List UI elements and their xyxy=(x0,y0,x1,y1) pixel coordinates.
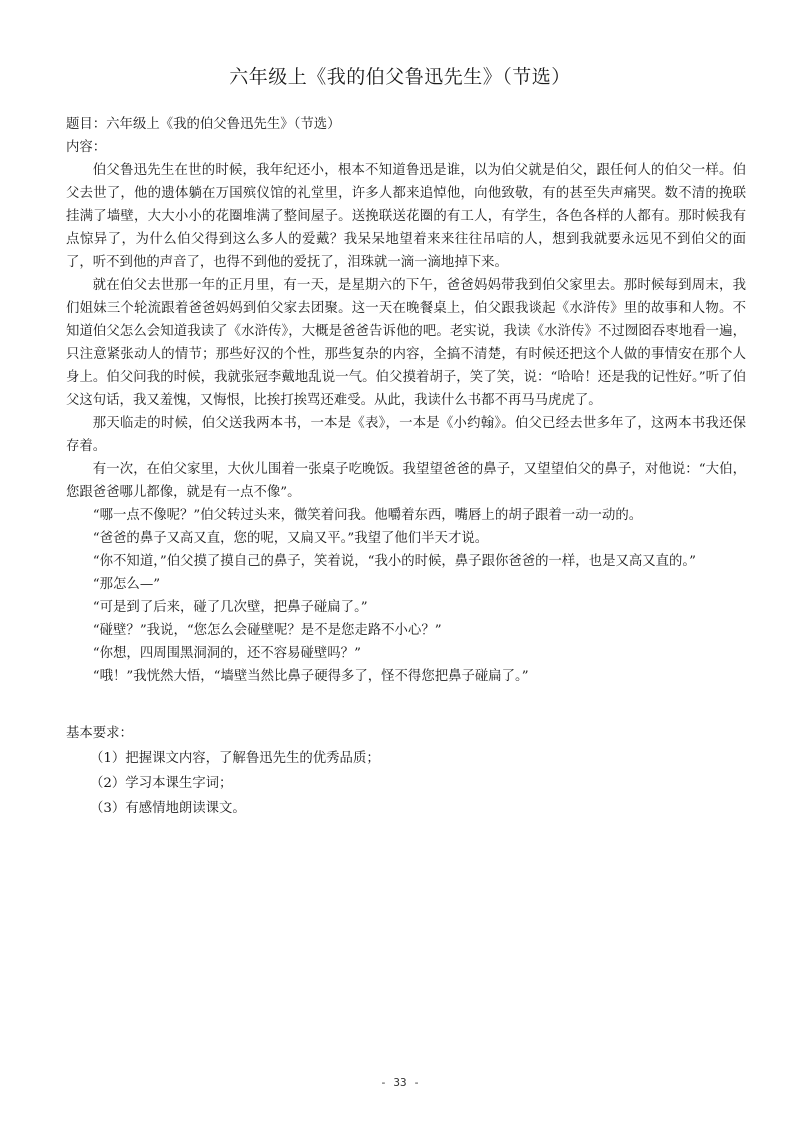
paragraph: 就在伯父去世那一年的正月里，有一天，是星期六的下午，爸爸妈妈带我到伯父家里去。那时候每到周末，我们姐妹三个轮流跟着爸爸妈妈到伯父家去团聚。这一天在晚餐桌上，伯父跟我谈起《水浒传》里的故事和人物。不知道伯父怎么会知道我读了《水浒传》，大概是爸爸告诉他的吧。老实说，我读《水浒传》不过囫囵吞枣地看一遍，只注意紧张动人的情节；那些好汉的个性，那些复杂的内容，全搞不清楚，有时候还把这个人做的事情安在那个人身上。伯父问我的时候，我就张冠李戴地乱说一气。伯父摸着胡子，笑了笑，说：“哈哈！还是我的记性好。”听了伯父这句话，我又羞愧，又悔恨，比挨打挨骂还难受。从此，我读什么书都不再马马虎虎了。 xyxy=(66,278,746,408)
paragraph: 那天临走的时候，伯父送我两本书，一本是《表》，一本是《小约翰》。伯父已经去世多年了，这两本书我还保存着。 xyxy=(66,416,746,454)
paragraph: “碰壁？”我说，“您怎么会碰壁呢？是不是您走路不小心？” xyxy=(92,623,442,638)
paragraph: 伯父鲁迅先生在世的时候，我年纪还小，根本不知道鲁迅是谁，以为伯父就是伯父，跟任何人的伯父一样。伯父去世了，他的遗体躺在万国殡仪馆的礼堂里，许多人都来追悼他，向他致敬，有的甚至失声痛哭。数不清的挽联挂满了墙壁，大大小小的花圈堆满了整间屋子。送挽联送花圈的有工人，有学生，各色各样的人都有。那时候我有点惊异了，为什么伯父得到这么多人的爱戴？我呆呆地望着来来往往吊唁的人，想到我就要永远见不到伯父的面了，听不到他的声音了，也得不到他的爱抚了，泪珠就一滴一滴地掉下来。 xyxy=(66,163,746,270)
paragraph: “你想，四周围黑洞洞的，还不容易碰壁吗？” xyxy=(92,646,361,661)
topic-line: 题目：六年级上《我的伯父鲁迅先生》（节选） xyxy=(66,117,341,132)
passage-body xyxy=(66,113,746,688)
requirement-item: （1）把握课文内容，了解鲁迅先生的优秀品质； xyxy=(90,751,380,766)
requirement-item: （2）学习本课生字词； xyxy=(90,776,233,791)
paragraph: “你不知道，”伯父摸了摸自己的鼻子，笑着说，“我小的时候，鼻子跟你爸爸的一样，也是又高又直的。” xyxy=(92,554,696,569)
paragraph: “哦！”我恍然大悟，“墙壁当然比鼻子硬得多了，怪不得您把鼻子碰扁了。” xyxy=(92,669,529,684)
paragraph: 有一次，在伯父家里，大伙儿围着一张桌子吃晚饭。我望望爸爸的鼻子，又望望伯父的鼻子，对他说：“大伯，您跟爸爸哪儿都像，就是有一点不像”。 xyxy=(66,462,746,500)
content-label: 内容： xyxy=(66,140,107,155)
requirements-heading: 基本要求： xyxy=(66,726,133,741)
paragraph: “那怎么—” xyxy=(92,577,161,592)
requirements-section xyxy=(66,722,746,822)
paragraph: “可是到了后来，碰了几次壁，把鼻子碰扁了。” xyxy=(92,600,368,615)
requirement-item: （3）有感情地朗读课文。 xyxy=(90,801,246,816)
paragraph: “哪一点不像呢？”伯父转过头来，微笑着问我。他嚼着东西，嘴唇上的胡子跟着一动一动的。 xyxy=(92,508,643,523)
page-title: 六年级上《我的伯父鲁迅先生》（节选） xyxy=(229,66,571,88)
paragraph: “爸爸的鼻子又高又直，您的呢，又扁又平。”我望了他们半天才说。 xyxy=(92,531,489,546)
page-number: - 33 - xyxy=(380,1076,420,1089)
